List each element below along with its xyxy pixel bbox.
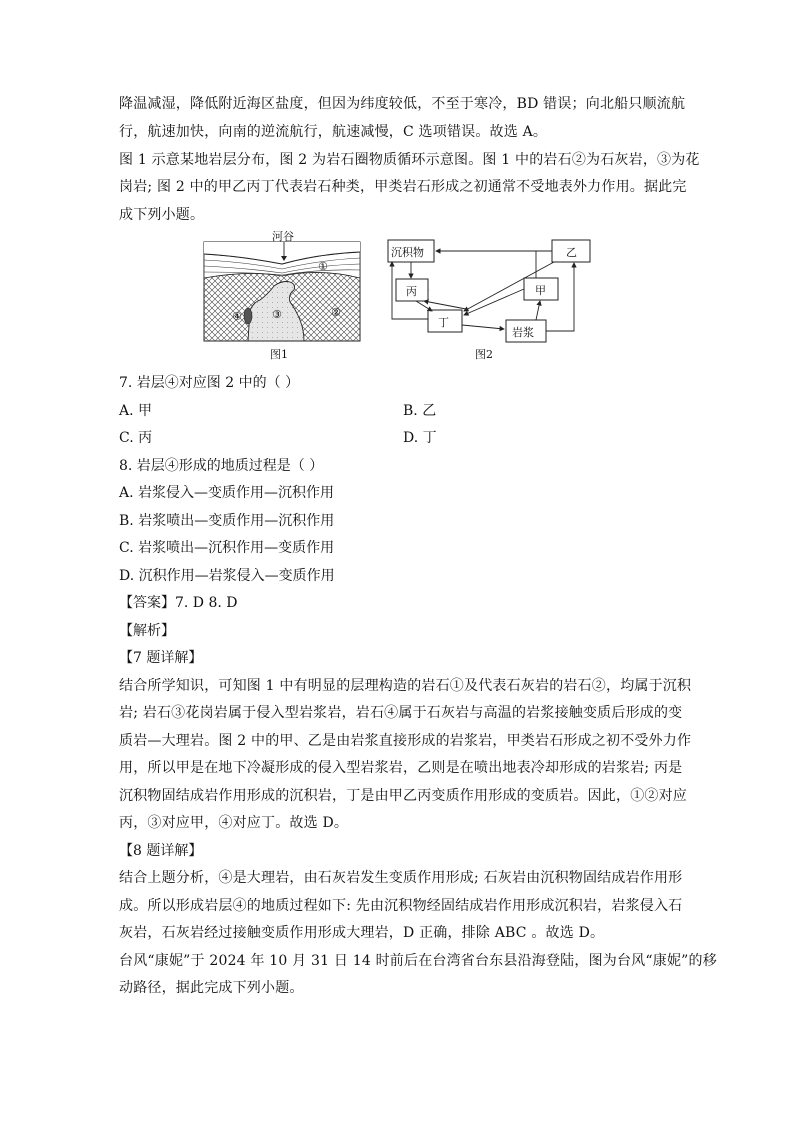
q7-detail-line-6: 丙，③对应甲，④对应丁。故选 D。 — [119, 815, 349, 831]
q8-option-b: B. 岩浆喷出—变质作用—沉积作用 — [119, 513, 335, 529]
q7-option-a: A. 甲 — [119, 403, 153, 419]
typhoon-line-2: 动路径，据此完成下列小题。 — [119, 980, 304, 996]
q8-option-c: C. 岩浆喷出—沉积作用—变质作用 — [119, 540, 335, 556]
ding-box-label: 丁 — [438, 316, 449, 329]
sediment-box-label: 沉积物 — [391, 246, 424, 259]
figure-2-caption: 图2 — [475, 348, 493, 361]
q7-detail-line-1: 结合所学知识，可知图 1 中有明显的层理构造的岩石①及代表石灰岩的岩石②，均属于沉积 — [119, 678, 692, 694]
q7-detail-line-5: 沉积物固结成岩作用形成的沉积岩，丁是由甲乙丙变质作用形成的变质岩。因此，①②对应 — [119, 788, 687, 804]
q7-option-d: D. 丁 — [403, 430, 437, 446]
intro-line-5: 成下列小题。 — [119, 207, 205, 223]
jia-box-label: 甲 — [535, 284, 546, 297]
q8-detail-line-1: 结合上题分析，④是大理岩，由石灰岩发生变质作用形成; 石灰岩由沉积物固结成岩作用形 — [119, 870, 683, 886]
intro-line-3: 图 1 示意某地岩层分布，图 2 为岩石圈物质循环示意图。图 1 中的岩石②为石灰岩，③为花 — [119, 152, 700, 168]
yi-box-label: 乙 — [566, 246, 577, 259]
q7-detail-line-3: 质岩—大理岩。图 2 中的甲、乙是由岩浆直接形成的岩浆岩，甲类岩石形成之初不受外力作 — [119, 733, 692, 749]
layer-1-label: ① — [318, 260, 328, 273]
answer-line: 【答案】7. D 8. D — [119, 595, 238, 611]
q7-detail-line-4: 用，所以甲是在地下冷凝形成的侵入型岩浆岩，乙则是在喷出地表冷却形成的岩浆岩; 丙是 — [119, 760, 683, 776]
q8-detail-heading: 【8 题详解】 — [119, 843, 203, 859]
intro-line-1: 降温减湿，降低附近海区盐度，但因为纬度较低，不至于寒冷，BD 错误；向北船只顺流航 — [119, 96, 686, 112]
figure-1-caption: 图1 — [270, 348, 288, 361]
q7-option-c: C. 丙 — [119, 430, 153, 446]
q8-option-d: D. 沉积作用—岩浆侵入—变质作用 — [119, 568, 335, 584]
q7-stem: 7. 岩层④对应图 2 中的（ ） — [119, 375, 300, 391]
q7-option-b: B. 乙 — [403, 403, 437, 419]
layer-2-label: ② — [331, 306, 341, 319]
q7-detail-line-2: 岩; 岩石③花岗岩属于侵入型岩浆岩，岩石④属于石灰岩与高温的岩浆接触变质后形成的变 — [119, 705, 683, 721]
figure-2-rock-cycle-diagram — [386, 235, 596, 345]
q8-stem: 8. 岩层④形成的地质过程是（ ） — [119, 458, 324, 474]
bing-box-label: 丙 — [406, 285, 417, 298]
q8-detail-line-3: 灰岩，石灰岩经过接触变质作用形成大理岩，D 正确，排除 ABC 。故选 D。 — [119, 925, 605, 941]
figure-1-strata-diagram — [200, 230, 365, 345]
analysis-heading: 【解析】 — [119, 623, 175, 639]
intro-line-4: 岗岩; 图 2 中的甲乙丙丁代表岩石种类，甲类岩石形成之初通常不受地表外力作用。据此完 — [119, 179, 687, 195]
river-valley-label: 河谷 — [272, 230, 294, 243]
q8-option-a: A. 岩浆侵入—变质作用—沉积作用 — [119, 485, 335, 501]
typhoon-line-1: 台风“康妮”于 2024 年 10 月 31 日 14 时前后在台湾省台东县沿海登陆，图为台风“康妮”的移 — [119, 953, 717, 969]
magma-box-label: 岩浆 — [512, 326, 534, 339]
q8-detail-line-2: 成。所以形成岩层④的地质过程如下: 先由沉积物经固结成岩作用形成沉积岩，岩浆侵入石 — [119, 898, 683, 914]
layer-3-label: ③ — [272, 308, 282, 321]
layer-4-label: ④ — [232, 310, 242, 323]
q7-detail-heading: 【7 题详解】 — [119, 650, 203, 666]
intro-line-2: 行，航速加快，向南的逆流航行，航速减慢，C 选项错误。故选 A。 — [119, 124, 548, 140]
